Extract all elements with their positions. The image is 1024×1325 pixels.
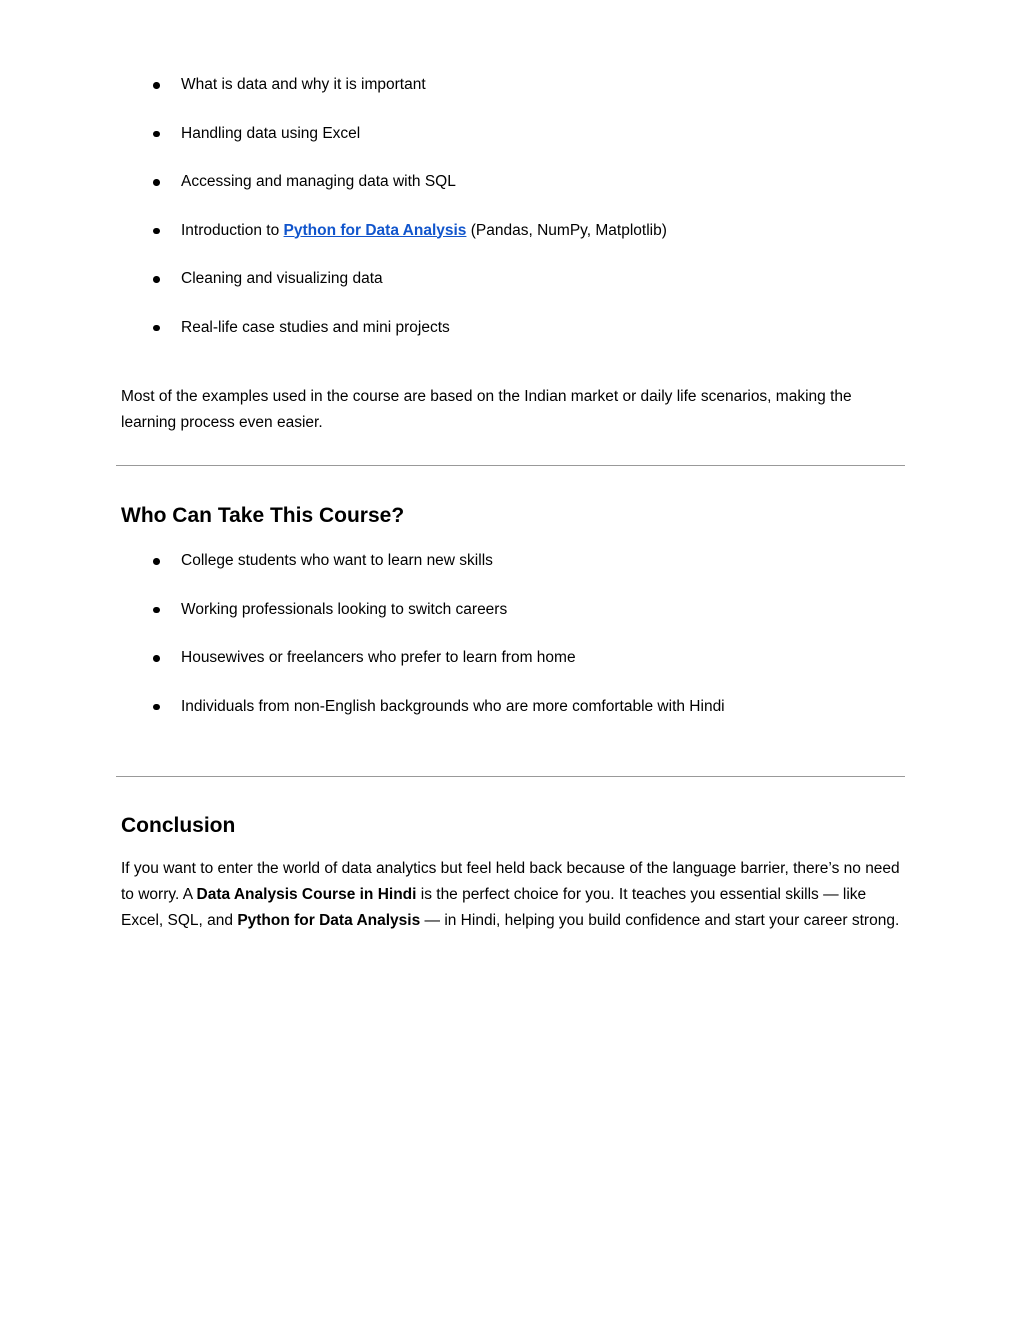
list-item-text: Accessing and managing data with SQL bbox=[181, 173, 456, 190]
who-can-take-heading: Who Can Take This Course? bbox=[121, 504, 405, 527]
bold-python-phrase: Python for Data Analysis bbox=[237, 912, 421, 929]
conclusion-text: If you want to enter the world of data analytics but feel held back because of the language barrier, there’s no need to worry. A bbox=[121, 860, 900, 903]
list-item-text: (Pandas, NumPy, Matplotlib) bbox=[466, 221, 667, 239]
conclusion-paragraph bbox=[121, 856, 903, 934]
list-item bbox=[121, 266, 903, 292]
conclusion-heading: Conclusion bbox=[121, 814, 236, 837]
list-item-text: Working professionals looking to switch careers bbox=[181, 600, 508, 618]
list-item-text: College students who want to learn new skills bbox=[181, 552, 493, 569]
examples-paragraph: Most of the examples used in the course are based on the Indian market or daily life scenarios, making the learning process even easier. bbox=[121, 388, 852, 431]
list-item-text: Real-life case studies and mini projects bbox=[181, 318, 450, 336]
list-item-text: Introduction to bbox=[181, 221, 284, 239]
list-item bbox=[121, 645, 903, 671]
audience-list bbox=[121, 548, 903, 742]
bold-course-name: Data Analysis Course in Hindi bbox=[196, 886, 417, 903]
list-item-text: What is data and why it is important bbox=[181, 76, 426, 93]
list-item bbox=[121, 121, 903, 147]
course-topics-list bbox=[121, 72, 903, 363]
list-item bbox=[121, 72, 903, 98]
section-divider bbox=[116, 776, 905, 777]
list-item-text: Cleaning and visualizing data bbox=[181, 270, 383, 287]
conclusion-text: — in Hindi, helping you build confidence and start your career strong. bbox=[420, 912, 900, 929]
list-item-text: Handling data using Excel bbox=[181, 124, 361, 142]
document-content bbox=[121, 0, 903, 1325]
section-divider bbox=[116, 465, 905, 466]
list-item bbox=[121, 694, 903, 720]
conclusion-text: is the perfect choice for you. It teaches you essential skills — like Excel, SQL, and bbox=[121, 886, 867, 929]
list-item-text: Individuals from non-English backgrounds who are more comfortable with Hindi bbox=[181, 697, 725, 715]
list-item bbox=[121, 597, 903, 623]
list-item bbox=[121, 315, 903, 341]
python-for-data-analysis-link[interactable]: Python for Data Analysis bbox=[283, 221, 467, 239]
list-item-text: Housewives or freelancers who prefer to learn from home bbox=[181, 649, 576, 666]
list-item bbox=[121, 548, 903, 574]
list-item bbox=[121, 169, 903, 195]
list-item bbox=[121, 218, 903, 244]
